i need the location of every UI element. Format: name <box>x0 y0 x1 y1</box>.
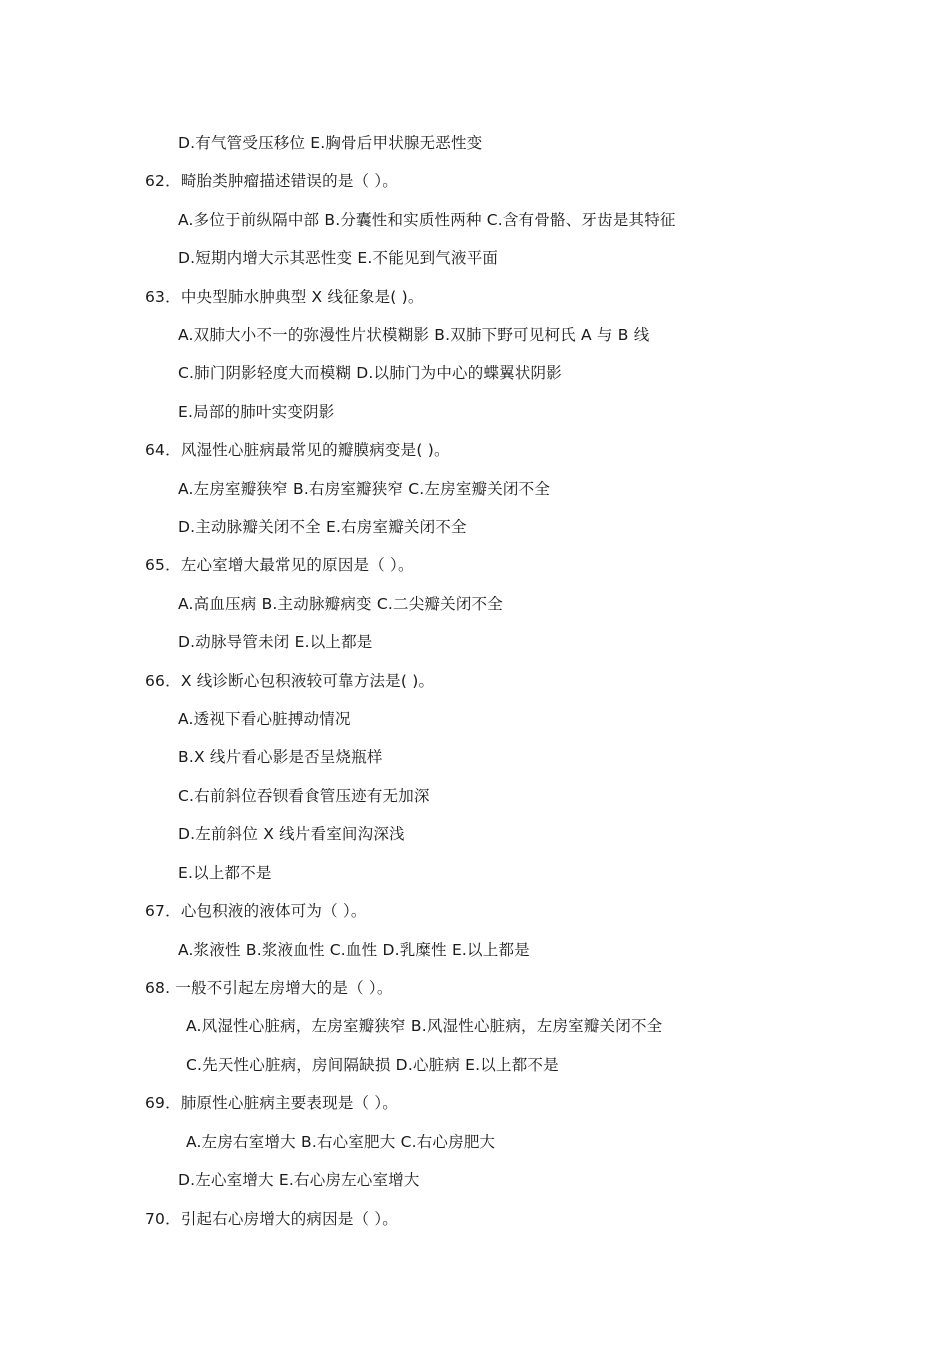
question-line: 65．左心室增大最常见的原因是（ ）。 <box>145 556 414 574</box>
question-line: 64．风湿性心脏病最常见的瓣膜病变是( )。 <box>145 441 450 459</box>
option-line: A.左房右室增大 B.右心室肥大 C.右心房肥大 <box>186 1133 496 1151</box>
question-line: 66．X 线诊断心包积液较可靠方法是( )。 <box>145 672 435 690</box>
question-line: 70．引起右心房增大的病因是（ ）。 <box>145 1210 399 1228</box>
option-line: D.左前斜位 X 线片看室间沟深浅 <box>178 825 405 843</box>
question-line: 69．肺原性心脏病主要表现是（ ）。 <box>145 1094 399 1112</box>
option-line: A.左房室瓣狭窄 B.右房室瓣狭窄 C.左房室瓣关闭不全 <box>178 480 551 498</box>
option-line: A.多位于前纵隔中部 B.分囊性和实质性两种 C.含有骨骼、牙齿是其特征 <box>178 211 676 229</box>
option-line: D.动脉导管未闭 E.以上都是 <box>178 633 373 651</box>
option-line: C.肺门阴影轻度大而模糊 D.以肺门为中心的蝶翼状阴影 <box>178 364 562 382</box>
option-line: A.双肺大小不一的弥漫性片状模糊影 B.双肺下野可见柯氏 A 与 B 线 <box>178 326 650 344</box>
option-line: A.高血压病 B.主动脉瓣病变 C.二尖瓣关闭不全 <box>178 595 503 613</box>
option-line: D.左心室增大 E.右心房左心室增大 <box>178 1171 420 1189</box>
question-line: 68. 一般不引起左房增大的是（ ）。 <box>145 979 393 997</box>
option-line: D.主动脉瓣关闭不全 E.右房室瓣关闭不全 <box>178 518 467 536</box>
question-line: 67．心包积液的液体可为（ ）。 <box>145 902 367 920</box>
option-line: A.浆液性 B.浆液血性 C.血性 D.乳糜性 E.以上都是 <box>178 941 530 959</box>
option-line: E.局部的肺叶实变阴影 <box>178 403 335 421</box>
option-line: A.风湿性心脏病，左房室瓣狭窄 B.风湿性心脏病，左房室瓣关闭不全 <box>186 1017 663 1035</box>
question-line: 62．畸胎类肿瘤描述错误的是（ ）。 <box>145 172 399 190</box>
option-line: C.右前斜位吞钡看食管压迹有无加深 <box>178 787 430 805</box>
option-line: E.以上都不是 <box>178 864 272 882</box>
option-line: C.先天性心脏病，房间隔缺损 D.心脏病 E.以上都不是 <box>186 1056 559 1074</box>
option-line: B.X 线片看心影是否呈烧瓶样 <box>178 748 383 766</box>
question-line: 63．中央型肺水肿典型 X 线征象是( )。 <box>145 288 424 306</box>
option-line: D.有气管受压移位 E.胸骨后甲状腺无恶性变 <box>178 134 483 152</box>
option-line: D.短期内增大示其恶性变 E.不能见到气液平面 <box>178 249 499 267</box>
option-line: A.透视下看心脏搏动情况 <box>178 710 351 728</box>
